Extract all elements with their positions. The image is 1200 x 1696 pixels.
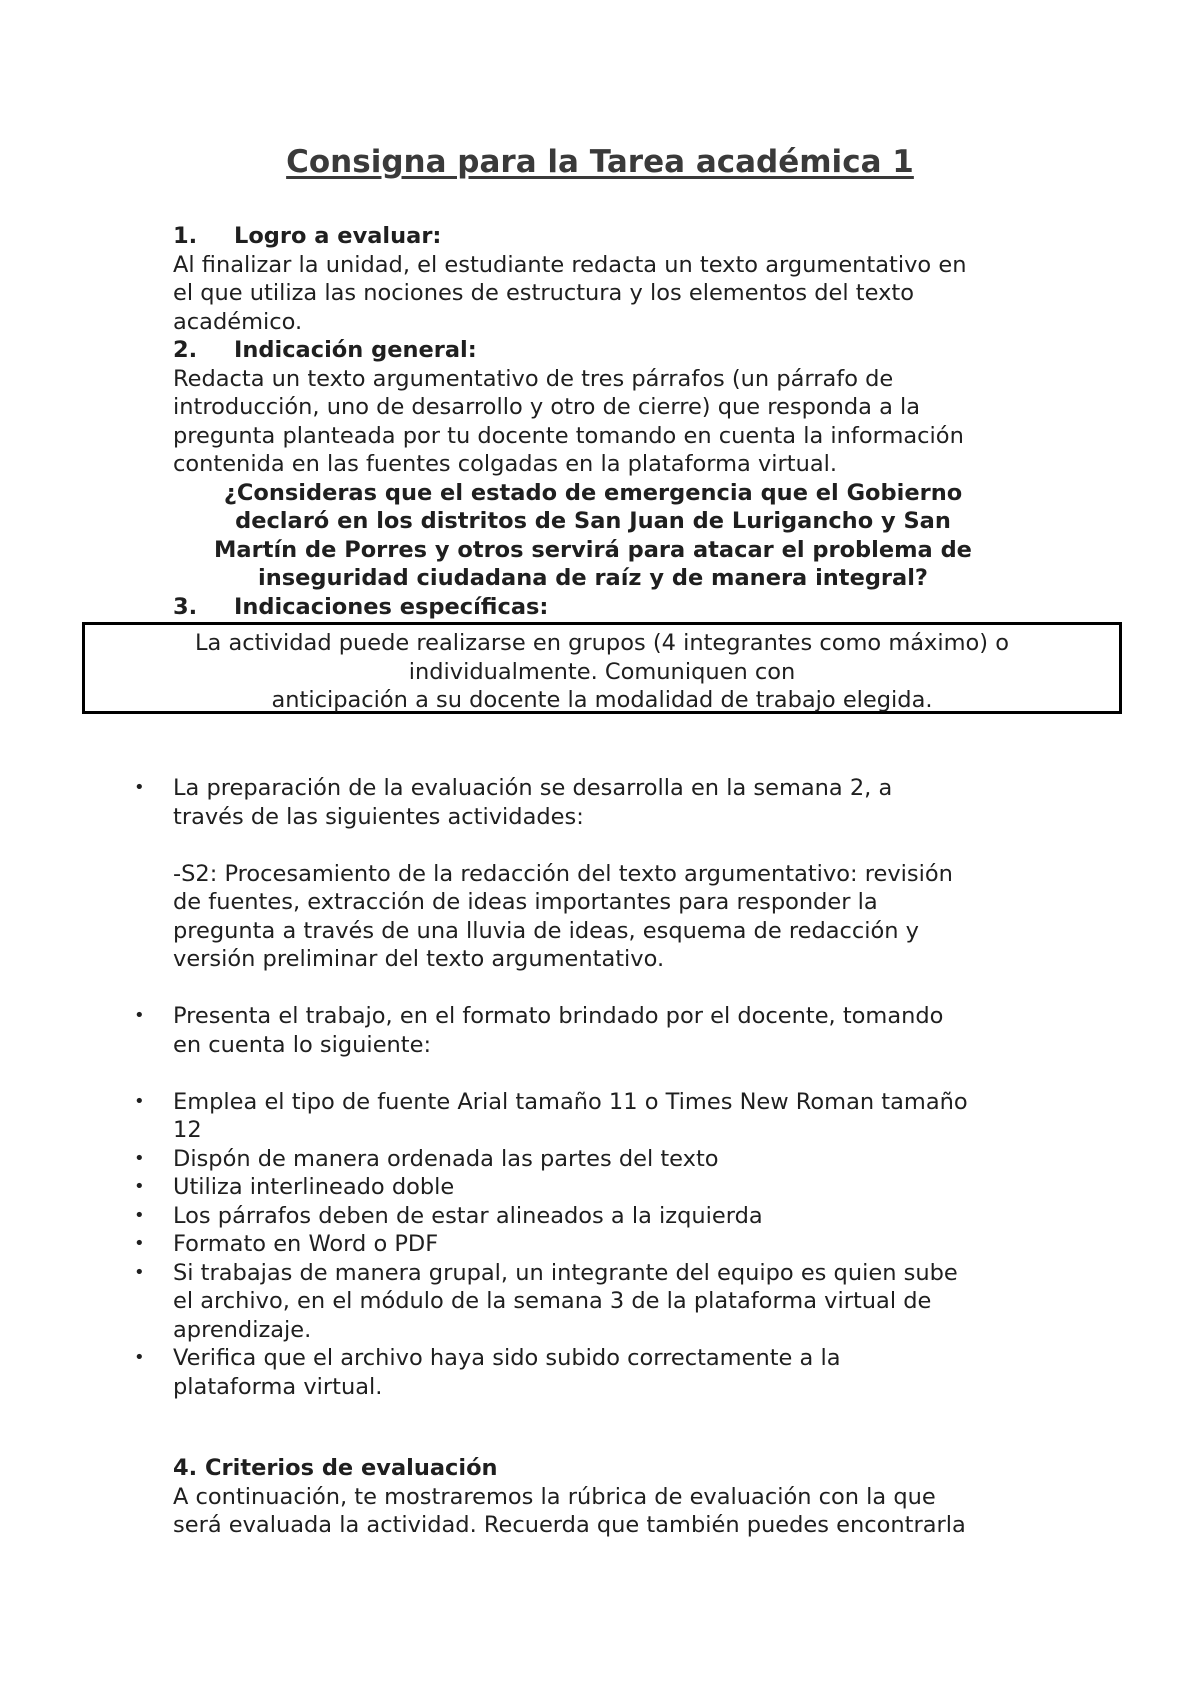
section-number: 1.	[173, 223, 198, 249]
section-heading-text: Criterios de evaluación	[205, 1455, 498, 1481]
s2-line: de fuentes, extracción de ideas importantes para responder la	[173, 889, 878, 915]
bullet-marker: •	[134, 1147, 145, 1169]
bullet-marker: •	[134, 1233, 145, 1254]
section-number: 2.	[173, 337, 198, 363]
box-line: anticipación a su docente la modalidad de trabajo elegida.	[271, 687, 933, 713]
s2-line: versión preliminar del texto argumentativo.	[173, 946, 665, 972]
section-1-line: académico.	[173, 308, 303, 335]
s2-line: pregunta a través de una lluvia de ideas, esquema de redacción y	[173, 917, 919, 944]
list-item-line: aprendizaje.	[173, 1316, 312, 1343]
guiding-question-line: Martín de Porres y otros servirá para atacar el problema de	[214, 536, 972, 563]
section-4-heading	[173, 1454, 1053, 1483]
section-number: 4.	[173, 1455, 198, 1481]
s2-paragraph	[173, 860, 1053, 974]
guiding-question-line: ¿Consideras que el estado de emergencia que el Gobierno	[223, 479, 963, 506]
list-item	[134, 1145, 1053, 1174]
preparation-list	[134, 774, 1053, 1401]
section-heading-text: Logro a evaluar:	[234, 223, 442, 249]
spacer	[173, 974, 1053, 1003]
list-item	[134, 1088, 1053, 1145]
list-item	[134, 774, 1053, 831]
list-item-line: en cuenta lo siguiente:	[173, 1031, 432, 1058]
s2-line: -S2: Procesamiento de la redacción del texto argumentativo: revisión	[173, 860, 953, 887]
page-title: Consigna para la Tarea académica 1	[286, 144, 914, 180]
list-item-line: La preparación de la evaluación se desarrolla en la semana 2, a	[173, 775, 893, 801]
list-item	[134, 1002, 1053, 1059]
section-4-line: A continuación, te mostraremos la rúbrica de evaluación con la que	[173, 1483, 936, 1510]
bullet-marker: •	[134, 1347, 145, 1368]
section-1-heading	[173, 222, 1053, 251]
section-4-line: será evaluada la actividad. Recuerda que también puedes encontrarla	[173, 1512, 966, 1538]
list-item-line: Dispón de manera ordenada las partes del texto	[173, 1145, 719, 1172]
list-item-line: Verifica que el archivo haya sido subido correctamente a la	[173, 1345, 841, 1371]
list-item-line: el archivo, en el módulo de la semana 3 de la plataforma virtual de	[173, 1288, 932, 1314]
section-heading-text: Indicación general:	[234, 337, 477, 363]
section-2-line: Redacta un texto argumentativo de tres párrafos (un párrafo de	[173, 365, 894, 392]
section-2-line: contenida en las fuentes colgadas en la plataforma virtual.	[173, 451, 838, 477]
list-item-line: plataforma virtual.	[173, 1373, 383, 1400]
list-item-line: Utiliza interlineado doble	[173, 1174, 455, 1200]
section-2-line: pregunta planteada por tu docente tomando en cuenta la información	[173, 422, 964, 449]
box-line: La actividad puede realizarse en grupos (4 integrantes como máximo) o	[194, 630, 1010, 656]
list-item	[134, 1259, 1053, 1345]
box-line: individualmente. Comuniquen con	[408, 658, 796, 685]
section-1-line: Al finalizar la unidad, el estudiante redacta un texto argumentativo en	[173, 251, 967, 278]
section-2-heading	[173, 336, 1053, 365]
bullet-marker: •	[134, 1261, 145, 1283]
list-item	[134, 1173, 1053, 1202]
list-item-line: Emplea el tipo de fuente Arial tamaño 11 o Times New Roman tamaño	[173, 1088, 968, 1115]
list-item-line: Si trabajas de manera grupal, un integrante del equipo es quien sube	[173, 1259, 958, 1286]
evaluation-criteria-section	[173, 1454, 1053, 1540]
bullet-marker: •	[134, 1176, 145, 1197]
main-content	[173, 222, 1053, 621]
section-1-line: el que utiliza las nociones de estructura y los elementos del texto	[173, 280, 914, 306]
bullet-marker: •	[134, 1090, 145, 1112]
section-3-heading	[173, 593, 1053, 622]
spacer	[173, 831, 1053, 860]
list-item-line: Presenta el trabajo, en el formato brindado por el docente, tomando	[173, 1003, 944, 1029]
section-number: 3.	[173, 593, 198, 620]
section-heading-text: Indicaciones específicas:	[234, 593, 549, 620]
list-item-line: Los párrafos deben de estar alineados a la izquierda	[173, 1202, 763, 1229]
spacer	[173, 1059, 1053, 1088]
bullet-marker: •	[134, 1204, 145, 1226]
guiding-question-line: inseguridad ciudadana de raíz y de manera integral?	[258, 565, 928, 591]
section-2-line: introducción, uno de desarrollo y otro de cierre) que responda a la	[173, 394, 921, 420]
list-item-line: 12	[173, 1117, 202, 1143]
list-item	[134, 1230, 1053, 1259]
list-item-line: Formato en Word o PDF	[173, 1231, 439, 1257]
guiding-question-line: declaró en los distritos de San Juan de Lurigancho y San	[235, 508, 951, 534]
list-item	[134, 1344, 1053, 1401]
bullet-marker: •	[134, 777, 145, 798]
list-item	[134, 1202, 1053, 1231]
list-item-line: través de las siguientes actividades:	[173, 803, 584, 830]
bullet-marker: •	[134, 1005, 145, 1026]
specific-instructions-box	[82, 622, 1122, 714]
